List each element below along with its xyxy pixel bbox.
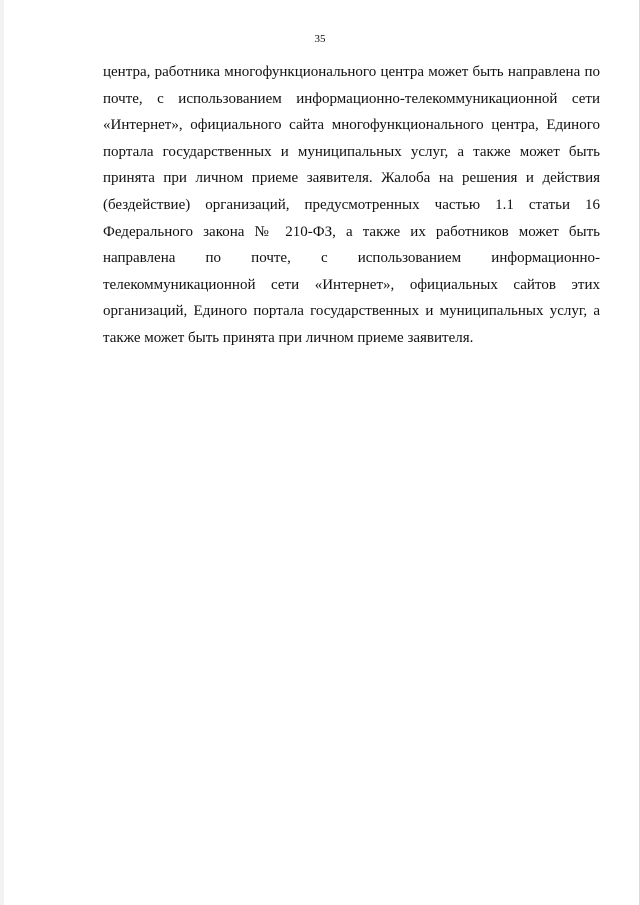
text-line: телекоммуникационной сети «Интернет», официальных сайтов этих — [103, 276, 600, 293]
text-line: направлена по почте, с использованием информационно- — [103, 250, 600, 267]
text-line: портала государственных и муниципальных услуг, а также может быть — [103, 143, 600, 160]
text-line: принята при личном приеме заявителя. Жалоба на решения и действия — [103, 170, 600, 187]
body-paragraph — [103, 59, 600, 352]
text-line: организаций, Единого портала государственных и муниципальных услуг, а — [103, 303, 600, 320]
page-number: 35 — [314, 33, 326, 45]
scan-edge — [0, 0, 4, 905]
text-line: почте, с использованием информационно-телекоммуникационной сети — [103, 90, 600, 107]
text-line: (бездействие) организаций, предусмотренных частью 1.1 статьи 16 — [103, 196, 600, 213]
text-line: центра, работника многофункционального центра может быть направлена по — [103, 64, 600, 80]
text-line: также может быть принята при личном приеме заявителя. — [103, 329, 474, 346]
text-line: Федерального закона № 210-ФЗ, а также их работников может быть — [103, 223, 600, 240]
text-line: «Интернет», официального сайта многофункционального центра, Единого — [103, 117, 600, 134]
